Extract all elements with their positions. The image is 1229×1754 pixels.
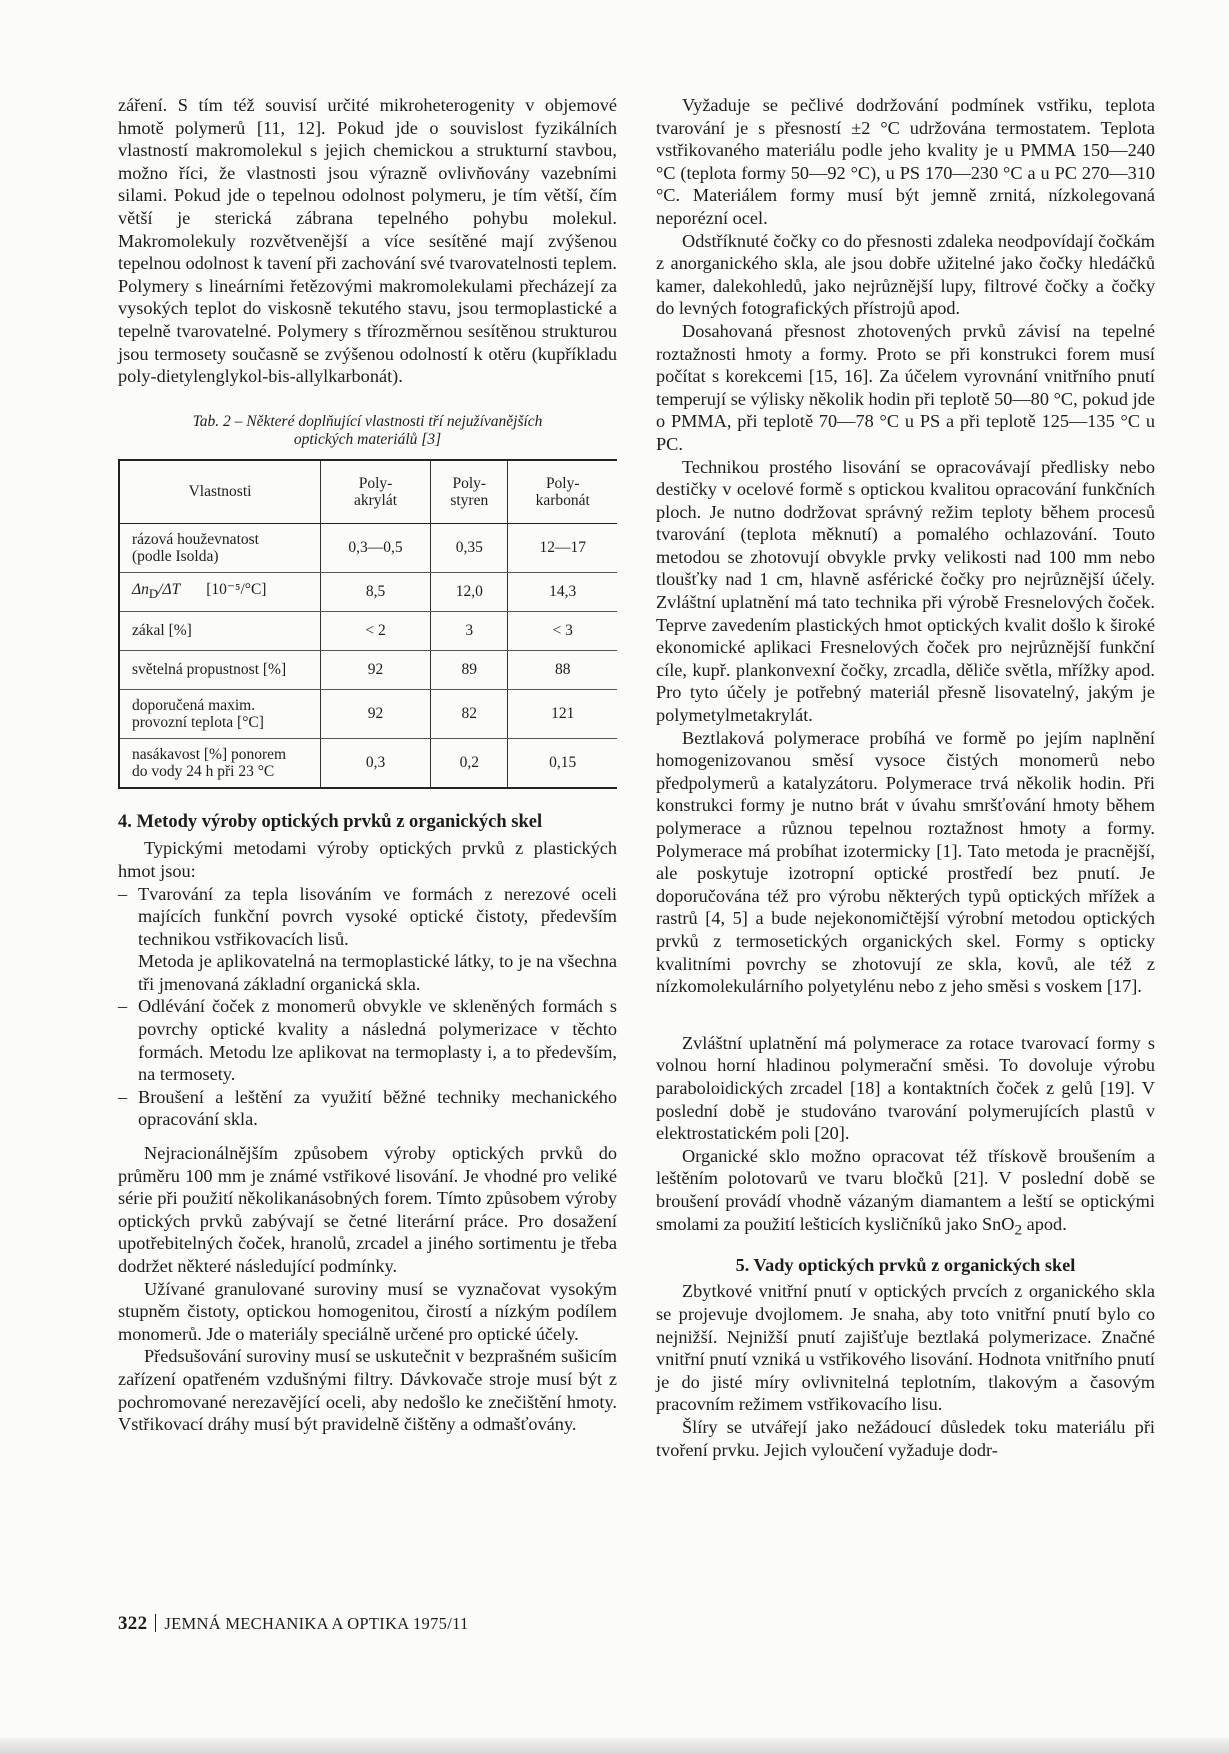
page-number: 322 <box>118 1613 148 1634</box>
paragraph: záření. S tím též souvisí určité mikroheterogenity v objemové hmotě polymerů [11, 12]. Pokud jde o souvislost fyzikálních vlastností makromolekul s jejich chemickou a strukturní stavbou, možno říci, že vlastnosti jsou výrazně ovlivňovány vazebními silami. Pokud jde o tepelnou odolnost polymeru, je tím větší, čím větší je sterická zábrana tepelného pohybu molekul. Makromolekuly rozvětvenější a více sesítěné mají zvýšenou tepelnou odolnost k tavení při zachování své tvarovatelnosti teplem. Polymery s lineárními řetězovými makromolekulami přecházejí za vysokých teplot do viskosně tekutého stavu, jsou termoplastické a tepelně tvarovatelné. Polymery s třírozměrnou sesítěnou strukturou jsou termosety současně se zvýšenou odolností k otěru (kupříkladu poly-dietylenglykol-bis-allylkarbonát). <box>118 95 617 387</box>
paragraph: Dosahovaná přesnost zhotovených prvků závisí na tepelné roztažnosti hmoty a formy. Proto se při konstrukci forem musí počítat s korekcemi [15, 16]. Za účelem vyrovnání vnitřního pnutí temperují se výlisky několik hodin při teplotě 50—80 °C, pokud jde o PMMA, při teplotě 70—78 °C u PS a při teplotě 125—135 °C u PC. <box>656 320 1155 454</box>
table-cell: 0,3 <box>321 738 431 788</box>
table-cell: < 3 <box>508 611 617 650</box>
table-cell-label: doporučená maxim. provozní teplota [°C] <box>119 689 321 738</box>
table-row <box>119 650 617 689</box>
table-header-row <box>119 460 617 524</box>
table-cell: 0,3—0,5 <box>321 523 431 572</box>
journal-name: JEMNÁ MECHANIKA A OPTIKA 1975/11 <box>164 1614 469 1633</box>
table-caption-line: optických materiálů [3] <box>293 430 442 448</box>
table-row <box>119 738 617 788</box>
table-cell: < 2 <box>321 611 431 650</box>
table-caption <box>118 413 617 449</box>
table-cell: 82 <box>431 689 508 738</box>
table-header-cell: Vlastnosti <box>119 460 321 524</box>
table-cell-label: světelná propustnost [%] <box>119 650 321 689</box>
table-cell: 12,0 <box>431 572 508 611</box>
table-cell-label: nasákavost [%] ponorem do vody 24 h při 23 °C <box>132 745 287 780</box>
table-cell: 89 <box>431 650 508 689</box>
table-cell: 0,2 <box>431 738 508 788</box>
paragraph: Nejracionálnějším způsobem výroby optických prvků do průměru 100 mm je známé vstřikové lisování. Je vhodné pro veliké série při použití několikanásobných forem. Tímto způsobem výroby optických prvků zabývají se četné literární práce. Pro dosažení upotřebitelných čoček, hranolů, zrcadel a jiného sortimentu je třeba dodržet některé následující podmínky. <box>118 1143 617 1276</box>
list-item: – Odlévání čoček z monomerů obvykle ve skleněných formách s povrchy optické kvality a následná polymerizace v těchto formách. Metodu lze aplikovat na termoplasty i, a to především, na termosety. <box>118 996 617 1085</box>
page-footer <box>118 1613 469 1635</box>
table-cell: 92 <box>321 650 431 689</box>
paragraph: Vyžaduje se pečlivé dodržování podmínek vstřiku, teplota tvarování je s přesností ±2 °C udržována termostatem. Teplota vstřikovaného materiálu podle jeho kvality je u PMMA 150—240 °C (teplota formy 50—92 °C), u PS 170—230 °C a u PC 270—310 °C. Materiálem formy musí být jemně zrnitá, nízkolegovaná neporézní ocel. <box>656 95 1155 228</box>
table-cell: 88 <box>508 650 617 689</box>
table-cell: 8,5 <box>321 572 431 611</box>
paragraph: Zbytkové vnitřní pnutí v optických prvcích z organického skla se projevuje dvojlomem. Je snaha, aby toto vnitřní pnutí bylo co nejnižší. Nejnižší pnutí zajišťuje beztlaká polymerizace. Značné vnitřní pnutí vzniká u vstřikového lisování. Hodnota vnitřního pnutí je do jisté míry ovlivnitelná teplotním, tlakovým a časovým pracovním režimem vstřikovacího lisu. <box>656 1281 1155 1415</box>
paragraph: Typickými metodami výroby optických prvků z plastických hmot jsou: <box>118 838 617 881</box>
table-cell-label: $\Delta n_D/\Delta T$ [10⁻⁵/°C] <box>119 572 321 611</box>
paragraph: Beztlaková polymerace probíhá ve formě po jejím naplnění homogenizovanou směsí vysoce čistých monomerů nebo předpolymerů a katalyzátoru. Polymerace trvá několik hodin. Při konstrukci formy je nutno brát v úvahu smršťování hmoty během polymerace a různou tepelnou roztažnost hmoty a formy. Polymerace má probíhat izotermicky [1]. Tato metoda je pracnější, ale poskytuje izotropní optické prostředí bez pnutí. Je doporučována též pro výrobu některých typů optických mřížek a rastrů [4, 5] a bude nejekonomičtější výrobní metodou optických prvků z termosetických organických skel. Formy s opticky kvalitními povrchy se zhotovují ze skla, kovů, ale též z nízkomolekulárního polyetylénu nebo z jeho směsi s voskem [17]. <box>656 727 1155 997</box>
table-cell: 0,35 <box>431 523 508 572</box>
table-row <box>119 611 617 650</box>
list-item: – Tvarování za tepla lisováním ve formách z nerezové oceli majících funkční povrch vysoké optické čistoty, především technikou vstřikovacích lisů. <box>118 883 617 949</box>
table-cell-label: zákal [%] <box>119 611 321 650</box>
paragraph: Organické sklo možno opracovat též třískově broušením a leštěním polotovarů ve tvaru bločků [21]. V poslední době se broušení provádí vhodně vázaným diamantem a leští se optickými smolami za použití lešticích kysličníků jako SnO$_2$ apod. <box>656 1145 1155 1239</box>
table-header-cell: Poly- karbonát <box>508 460 617 524</box>
table-cell: 14,3 <box>508 572 617 611</box>
properties-table <box>118 459 617 789</box>
left-column <box>118 94 617 1436</box>
table-cell: 3 <box>431 611 508 650</box>
scan-edge <box>0 1738 1229 1754</box>
table-cell: 121 <box>508 689 617 738</box>
table-cell: 92 <box>321 689 431 738</box>
list-item-continuation: Metoda je aplikovatelná na termoplastické látky, to je na všechna tři jmenovaná základní organická skla. <box>138 951 617 994</box>
table-cell-label: rázová houževnatost (podle Isolda) <box>119 523 321 572</box>
table-header-cell: Poly- akrylát <box>321 460 431 524</box>
section-heading: 4. Metody výroby optických prvků z organických skel <box>118 811 543 832</box>
table-caption-line: Tab. 2 – Některé doplňující vlastnosti tří nejužívanějších <box>192 412 543 430</box>
table-row <box>119 572 617 611</box>
paragraph: Užívané granulované suroviny musí se vyznačovat vysokým stupněm čistoty, optickou homogenitou, čirostí a nízkým podílem monomerů. Jde o materiály speciálně určené pro optické účely. <box>118 1278 617 1344</box>
list-item: – Broušení a leštění za využití běžné techniky mechanického opracování skla. <box>118 1086 617 1130</box>
right-column <box>656 94 1155 1461</box>
footer-divider <box>155 1614 156 1632</box>
table-cell: 12—17 <box>508 523 617 572</box>
paragraph: Předsušování suroviny musí se uskutečnit v bezprašném sušicím zařízení opatřeném vzdušnými filtry. Dávkovače stroje musí být z pochromované nerezavějící oceli, aby nedošlo ke znečištění hmoty. Vstřikovací dráhy musí být pravidelně čištěny a odmašťovány. <box>118 1346 617 1435</box>
paragraph: Odstříknuté čočky co do přesnosti zdaleka neodpovídají čočkám z anorganického skla, ale jsou dobře užitelné jako čočky hledáčků kamer, dalekohledů, jako nejrůznější lupy, filtrové čočky a čočky do levných fotografických přístrojů apod. <box>656 230 1155 319</box>
paragraph: Technikou prostého lisování se opracovávají předlisky nebo destičky v ocelové formě s optickou kvalitou opracování funkčních ploch. Je nutno dodržovat správný režim teploty během procesů tvarování (teplota měknutí) a pomalého ochlazování. Touto metodou se zhotovují obvykle prvky velikosti nad 100 mm nebo tloušťky nad 1 cm, hlavně asférické čočky pro nejrůznější účely. Zvláštní uplatnění má tato technika při výrobě Fresnelových čoček. Teprve zavedením plastických hmot optických kvalit došlo k široké ekonomické aplikaci Fresnelových čoček pro nejrůznější funkční cíle, kupř. plankonvexní čočky, zrcadla, děliče světla, mřížky apod. Pro tyto účely je potřebný materiál přesně lisovatelný, jakým je polymetylmetakrylát. <box>656 456 1155 726</box>
table-header-cell: Poly- styren <box>431 460 508 524</box>
paragraph: Zvláštní uplatnění má polymerace za rotace tvarovací formy s volnou horní hladinou polymerační směsi. To dovoluje výrobu paraboloidických zrcadel [18] a kontaktních čoček z gelů [19]. V poslední době je studováno tvarování polymerujících plastů v elektrostatickém poli [20]. <box>656 1032 1155 1144</box>
section-heading: 5. Vady optických prvků z organických skel <box>735 1254 1076 1275</box>
table-row <box>119 689 617 738</box>
table-row <box>119 523 617 572</box>
paragraph: Šlíry se utvářejí jako nežádoucí důsledek toku materiálu při tvoření prvku. Jejich vyloučení vyžaduje dodr- <box>656 1416 1155 1460</box>
table-cell: 0,15 <box>508 738 617 788</box>
